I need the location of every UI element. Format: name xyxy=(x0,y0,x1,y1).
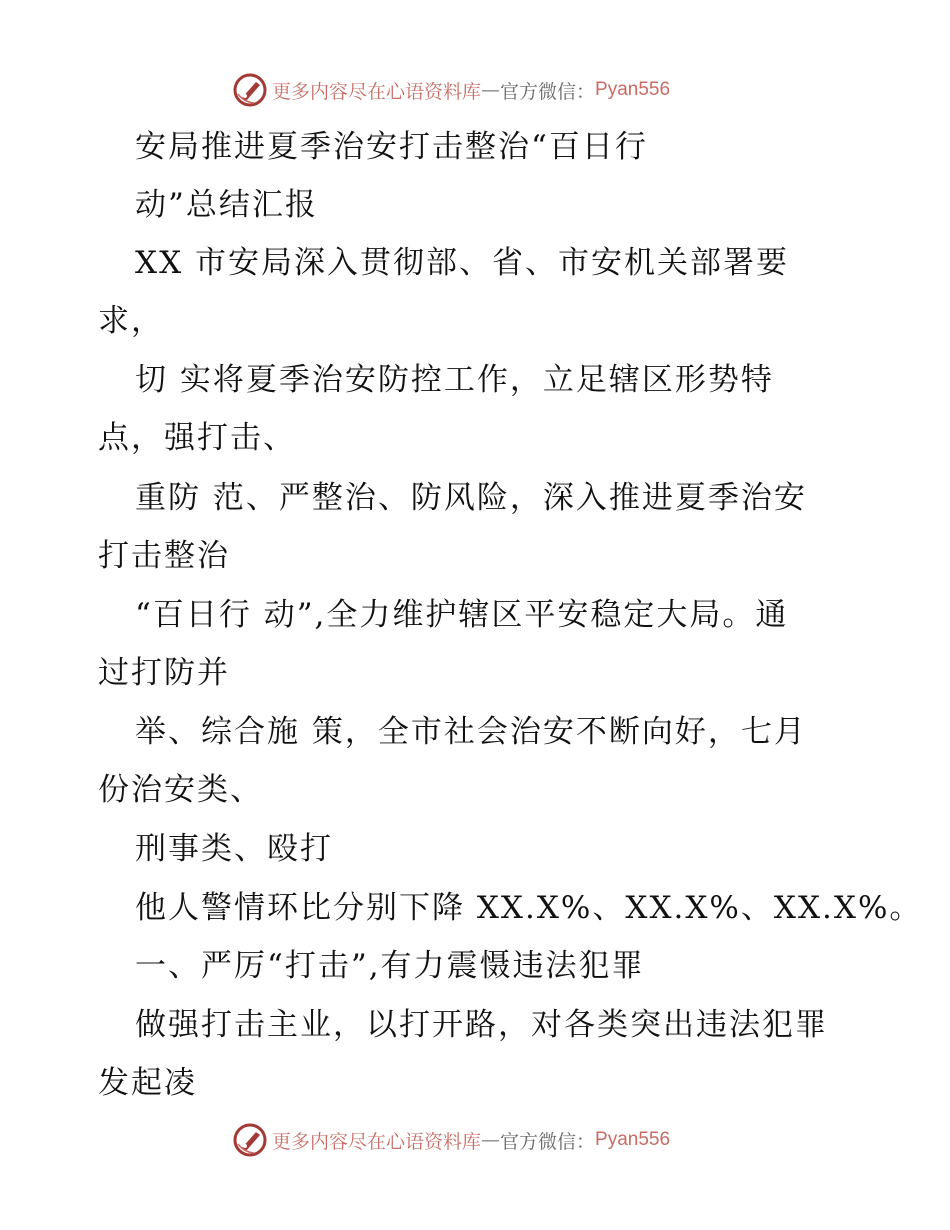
watermark-dash: — xyxy=(481,79,501,101)
document-title-line-1: 安局推进夏季治安打击整治“百日行 xyxy=(135,129,648,165)
paragraph-line: 发起凌 xyxy=(98,1065,197,1101)
watermark-dash: — xyxy=(481,1129,501,1151)
header-watermark xyxy=(232,70,670,110)
paragraph-line: 求， xyxy=(98,303,164,339)
pen-logo-icon xyxy=(232,72,268,108)
watermark-brand-text: 更多内容尽在心语资料库 xyxy=(272,80,482,103)
pen-logo-icon xyxy=(232,1122,268,1158)
watermark-label: 官方微信： xyxy=(500,80,596,103)
paragraph-line: 重防 范、严整治、防风险，深入推进夏季治安 xyxy=(135,480,807,516)
paragraph-line: 举、综合施 策，全市社会治安不断向好，七月 xyxy=(135,714,807,750)
document-title-line-2: 动”总结汇报 xyxy=(135,187,318,223)
paragraph-line: 刑事类、殴打 xyxy=(135,831,333,867)
paragraph-line: 点，强打击、 xyxy=(98,420,296,456)
section-heading: 一、严厉“打击”,有力震慑违法犯罪 xyxy=(135,948,645,984)
watermark-label: 官方微信： xyxy=(500,1130,596,1153)
watermark-brand-text: 更多内容尽在心语资料库 xyxy=(272,1130,482,1153)
paragraph-line: 份治安类、 xyxy=(98,772,263,808)
paragraph-line: 过打防并 xyxy=(98,655,230,691)
paragraph-line: 他人警情环比分别下降 XX.X%、XX.X%、XX.X%。 xyxy=(135,890,923,926)
footer-watermark xyxy=(232,1120,670,1160)
paragraph-line: XX 市安局深入贯彻部、省、市安机关部署要 xyxy=(135,245,789,281)
paragraph-line: 切 实将夏季治安防控工作，立足辖区形势特 xyxy=(135,362,774,398)
watermark-wechat-id: Pyan556 xyxy=(595,1129,671,1150)
watermark-wechat-id: Pyan556 xyxy=(595,79,671,100)
paragraph-line: “百日行 动”,全力维护辖区平安稳定大局。通 xyxy=(135,597,789,633)
paragraph-line: 打击整治 xyxy=(98,538,230,574)
paragraph-line: 做强打击主业，以打开路，对各类突出违法犯罪 xyxy=(135,1007,828,1043)
